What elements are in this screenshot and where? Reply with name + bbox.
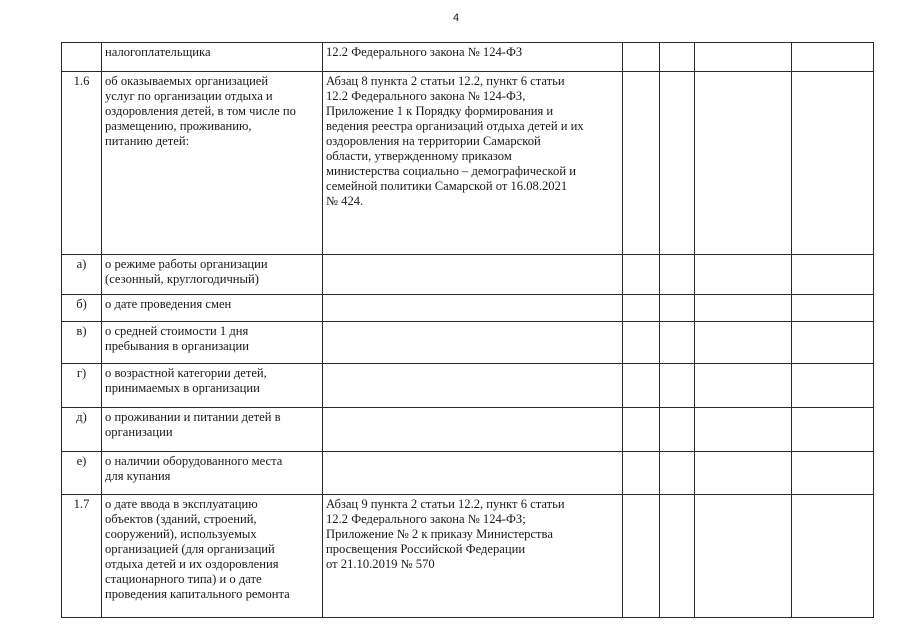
empty-cell	[695, 322, 792, 364]
row-number: е)	[62, 452, 102, 495]
row-legal-basis	[323, 322, 623, 364]
row-description: о средней стоимости 1 дня пребывания в организации	[102, 322, 323, 364]
empty-cell	[792, 408, 874, 452]
row-number: б)	[62, 295, 102, 322]
row-legal-basis: 12.2 Федерального закона № 124-ФЗ	[323, 43, 623, 72]
empty-cell	[660, 408, 695, 452]
empty-cell	[695, 495, 792, 618]
empty-cell	[660, 495, 695, 618]
empty-cell	[660, 452, 695, 495]
empty-cell	[660, 255, 695, 295]
empty-cell	[660, 364, 695, 408]
row-legal-basis	[323, 364, 623, 408]
empty-cell	[792, 295, 874, 322]
table-row	[62, 295, 874, 322]
page-number: 4	[452, 12, 460, 24]
row-number: 1.7	[62, 495, 102, 618]
empty-cell	[695, 255, 792, 295]
empty-cell	[660, 295, 695, 322]
row-legal-basis	[323, 452, 623, 495]
table-row	[62, 72, 874, 255]
row-number: в)	[62, 322, 102, 364]
row-legal-basis: Абзац 9 пункта 2 статьи 12.2, пункт 6 статьи 12.2 Федерального закона № 124-ФЗ; Приложение № 2 к приказу Министерства просвещения Российской Федерации от 21.10.2019 № 570	[323, 495, 623, 618]
empty-cell	[623, 43, 660, 72]
empty-cell	[623, 495, 660, 618]
row-number: а)	[62, 255, 102, 295]
row-description: о режиме работы организации (сезонный, круглогодичный)	[102, 255, 323, 295]
empty-cell	[623, 255, 660, 295]
empty-cell	[792, 72, 874, 255]
empty-cell	[660, 72, 695, 255]
empty-cell	[660, 322, 695, 364]
table-row	[62, 364, 874, 408]
row-description: о возрастной категории детей, принимаемых в организации	[102, 364, 323, 408]
empty-cell	[623, 364, 660, 408]
empty-cell	[623, 295, 660, 322]
row-description: о дате ввода в эксплуатацию объектов (зданий, строений, сооружений), используемых организацией (для организаций отдыха детей и их оздоровления стационарного типа) и о дате проведения капитального ремонта	[102, 495, 323, 618]
empty-cell	[792, 322, 874, 364]
row-description: налогоплательщика	[102, 43, 323, 72]
empty-cell	[623, 322, 660, 364]
row-legal-basis	[323, 295, 623, 322]
table-row	[62, 43, 874, 72]
empty-cell	[695, 295, 792, 322]
row-description: о проживании и питании детей в организации	[102, 408, 323, 452]
document-table	[61, 42, 874, 618]
row-legal-basis: Абзац 8 пункта 2 статьи 12.2, пункт 6 статьи 12.2 Федерального закона № 124-ФЗ, Приложение 1 к Порядку формирования и ведения реестра организаций отдыха детей и их оздоровления на территории Самарской области, утвержденному приказом министерства социально – демографической и семейной политики Самарской от 16.08.2021 № 424.	[323, 72, 623, 255]
empty-cell	[623, 408, 660, 452]
row-description: об оказываемых организацией услуг по организации отдыха и оздоровления детей, в том числе по размещению, проживанию, питанию детей:	[102, 72, 323, 255]
table-row	[62, 255, 874, 295]
row-description: о дате проведения смен	[102, 295, 323, 322]
row-number: д)	[62, 408, 102, 452]
row-number: 1.6	[62, 72, 102, 255]
empty-cell	[623, 452, 660, 495]
row-number: г)	[62, 364, 102, 408]
empty-cell	[623, 72, 660, 255]
empty-cell	[792, 43, 874, 72]
empty-cell	[792, 452, 874, 495]
empty-cell	[695, 364, 792, 408]
empty-cell	[792, 364, 874, 408]
empty-cell	[792, 495, 874, 618]
empty-cell	[695, 72, 792, 255]
table-row	[62, 452, 874, 495]
empty-cell	[792, 255, 874, 295]
row-legal-basis	[323, 255, 623, 295]
empty-cell	[695, 452, 792, 495]
row-number	[62, 43, 102, 72]
table-row	[62, 495, 874, 618]
empty-cell	[695, 408, 792, 452]
table-row	[62, 408, 874, 452]
row-legal-basis	[323, 408, 623, 452]
empty-cell	[695, 43, 792, 72]
empty-cell	[660, 43, 695, 72]
table-row	[62, 322, 874, 364]
row-description: о наличии оборудованного места для купания	[102, 452, 323, 495]
